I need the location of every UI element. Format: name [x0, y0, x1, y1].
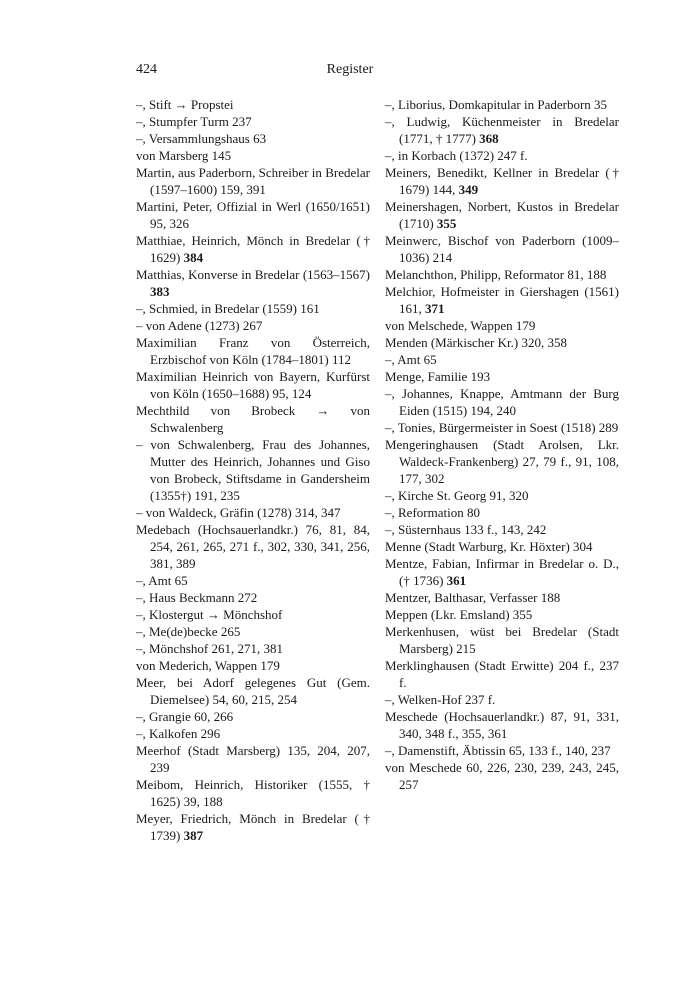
index-column-left	[136, 96, 370, 844]
index-entry: Meer, bei Adorf gelegenes Gut (Gem. Diemelsee) 54, 60, 215, 254	[136, 675, 370, 707]
index-entry: Merkenhusen, wüst bei Bredelar (Stadt Marsberg) 215	[385, 624, 619, 656]
index-entry: Mengeringhausen (Stadt Arolsen, Lkr. Waldeck-Frankenberg) 27, 79 f., 91, 108, 177, 302	[385, 437, 619, 486]
index-entry: Meinershagen, Norbert, Kustos in Bredelar (1710) 355	[385, 199, 619, 231]
index-entry: –, Versammlungshaus 63	[136, 131, 267, 146]
index-entry: – von Adene (1273) 267	[136, 318, 263, 333]
index-entry: –, Stumpfer Turm 237	[136, 114, 252, 129]
index-entry: –, Tonies, Bürgermeister in Soest (1518) 289	[385, 420, 619, 435]
index-entry: –, Liborius, Domkapitular in Paderborn 35	[385, 97, 608, 112]
index-column-right	[385, 96, 619, 793]
index-entry: Medebach (Hochsauerlandkr.) 76, 81, 84, 254, 261, 265, 271 f., 302, 330, 341, 256, 381, 389	[136, 522, 370, 571]
index-entry: – von Schwalenberg, Frau des Johannes, Mutter des Heinrich, Johannes und Giso von Brobeck, Stiftsdame in Gandersheim (1355†) 191, 235	[136, 437, 370, 503]
index-entry: –, Mönchshof 261, 271, 381	[136, 641, 283, 656]
index-entry: –, Ludwig, Küchenmeister in Bredelar (1771, † 1777) 368	[385, 114, 619, 146]
index-entry: Maximilian Heinrich von Bayern, Kurfürst von Köln (1650–1688) 95, 124	[136, 369, 370, 401]
index-entry: Menge, Familie 193	[385, 369, 491, 384]
index-entry: –, Me(de)becke 265	[136, 624, 241, 639]
index-entry: Martin, aus Paderborn, Schreiber in Bredelar (1597–1600) 159, 391	[136, 165, 370, 197]
index-entry: von Melschede, Wappen 179	[385, 318, 536, 333]
index-entry: –, Süsternhaus 133 f., 143, 242	[385, 522, 547, 537]
index-entry: von Mederich, Wappen 179	[136, 658, 280, 673]
index-entry: –, Amt 65	[385, 352, 437, 367]
index-entry: von Meschede 60, 226, 230, 239, 243, 245, 257	[385, 760, 619, 792]
index-entry: Meinwerc, Bischof von Paderborn (1009–1036) 214	[385, 233, 619, 265]
index-entry: – von Waldeck, Gräfin (1278) 314, 347	[136, 505, 341, 520]
index-entry: –, Johannes, Knappe, Amtmann der Burg Eiden (1515) 194, 240	[385, 386, 619, 418]
index-entry: Mechthild von Brobeck → von Schwalenberg	[136, 403, 370, 435]
index-entry: –, in Korbach (1372) 247 f.	[385, 148, 528, 163]
index-entry: Meiners, Benedikt, Kellner in Bredelar († 1679) 144, 349	[385, 165, 619, 197]
index-entry: Merklinghausen (Stadt Erwitte) 204 f., 237 f.	[385, 658, 619, 690]
index-entry: –, Kirche St. Georg 91, 320	[385, 488, 529, 503]
index-entry: Menne (Stadt Warburg, Kr. Höxter) 304	[385, 539, 593, 554]
index-entry: Mentze, Fabian, Infirmar in Bredelar o. D., († 1736) 361	[385, 556, 619, 588]
index-entry: Matthias, Konverse in Bredelar (1563–1567) 383	[136, 267, 370, 299]
index-entry: Menden (Märkischer Kr.) 320, 358	[385, 335, 567, 350]
index-entry: Meschede (Hochsauerlandkr.) 87, 91, 331, 340, 348 f., 355, 361	[385, 709, 619, 741]
index-entry: –, Schmied, in Bredelar (1559) 161	[136, 301, 320, 316]
index-entry: –, Welken-Hof 237 f.	[385, 692, 496, 707]
index-entry: Meppen (Lkr. Emsland) 355	[385, 607, 533, 622]
index-entry: –, Amt 65	[136, 573, 188, 588]
index-entry: Meibom, Heinrich, Historiker (1555, † 1625) 39, 188	[136, 777, 370, 809]
index-entry: –, Grangie 60, 266	[136, 709, 234, 724]
index-entry: Meerhof (Stadt Marsberg) 135, 204, 207, 239	[136, 743, 370, 775]
index-entry: Martini, Peter, Offizial in Werl (1650/1651) 95, 326	[136, 199, 370, 231]
index-entry: Melanchthon, Philipp, Reformator 81, 188	[385, 267, 607, 282]
running-head: Register	[326, 62, 374, 77]
index-entry: Matthiae, Heinrich, Mönch in Bredelar († 1629) 384	[136, 233, 370, 265]
index-entry: –, Haus Beckmann 272	[136, 590, 258, 605]
index-entry: –, Stift → Propstei	[136, 97, 234, 112]
index-entry: –, Damenstift, Äbtissin 65, 133 f., 140, 237	[385, 743, 611, 758]
index-entry: Mentzer, Balthasar, Verfasser 188	[385, 590, 561, 605]
index-entry: Meyer, Friedrich, Mönch in Bredelar († 1739) 387	[136, 811, 370, 843]
index-entry: –, Klostergut → Mönchshof	[136, 607, 283, 622]
index-entry: von Marsberg 145	[136, 148, 232, 163]
index-entry: –, Reformation 80	[385, 505, 480, 520]
page-number: 424	[136, 62, 157, 77]
index-entry: Maximilian Franz von Österreich, Erzbischof von Köln (1784–1801) 112	[136, 335, 370, 367]
index-entry: Melchior, Hofmeister in Giershagen (1561) 161, 371	[385, 284, 619, 316]
index-entry: –, Kalkofen 296	[136, 726, 221, 741]
